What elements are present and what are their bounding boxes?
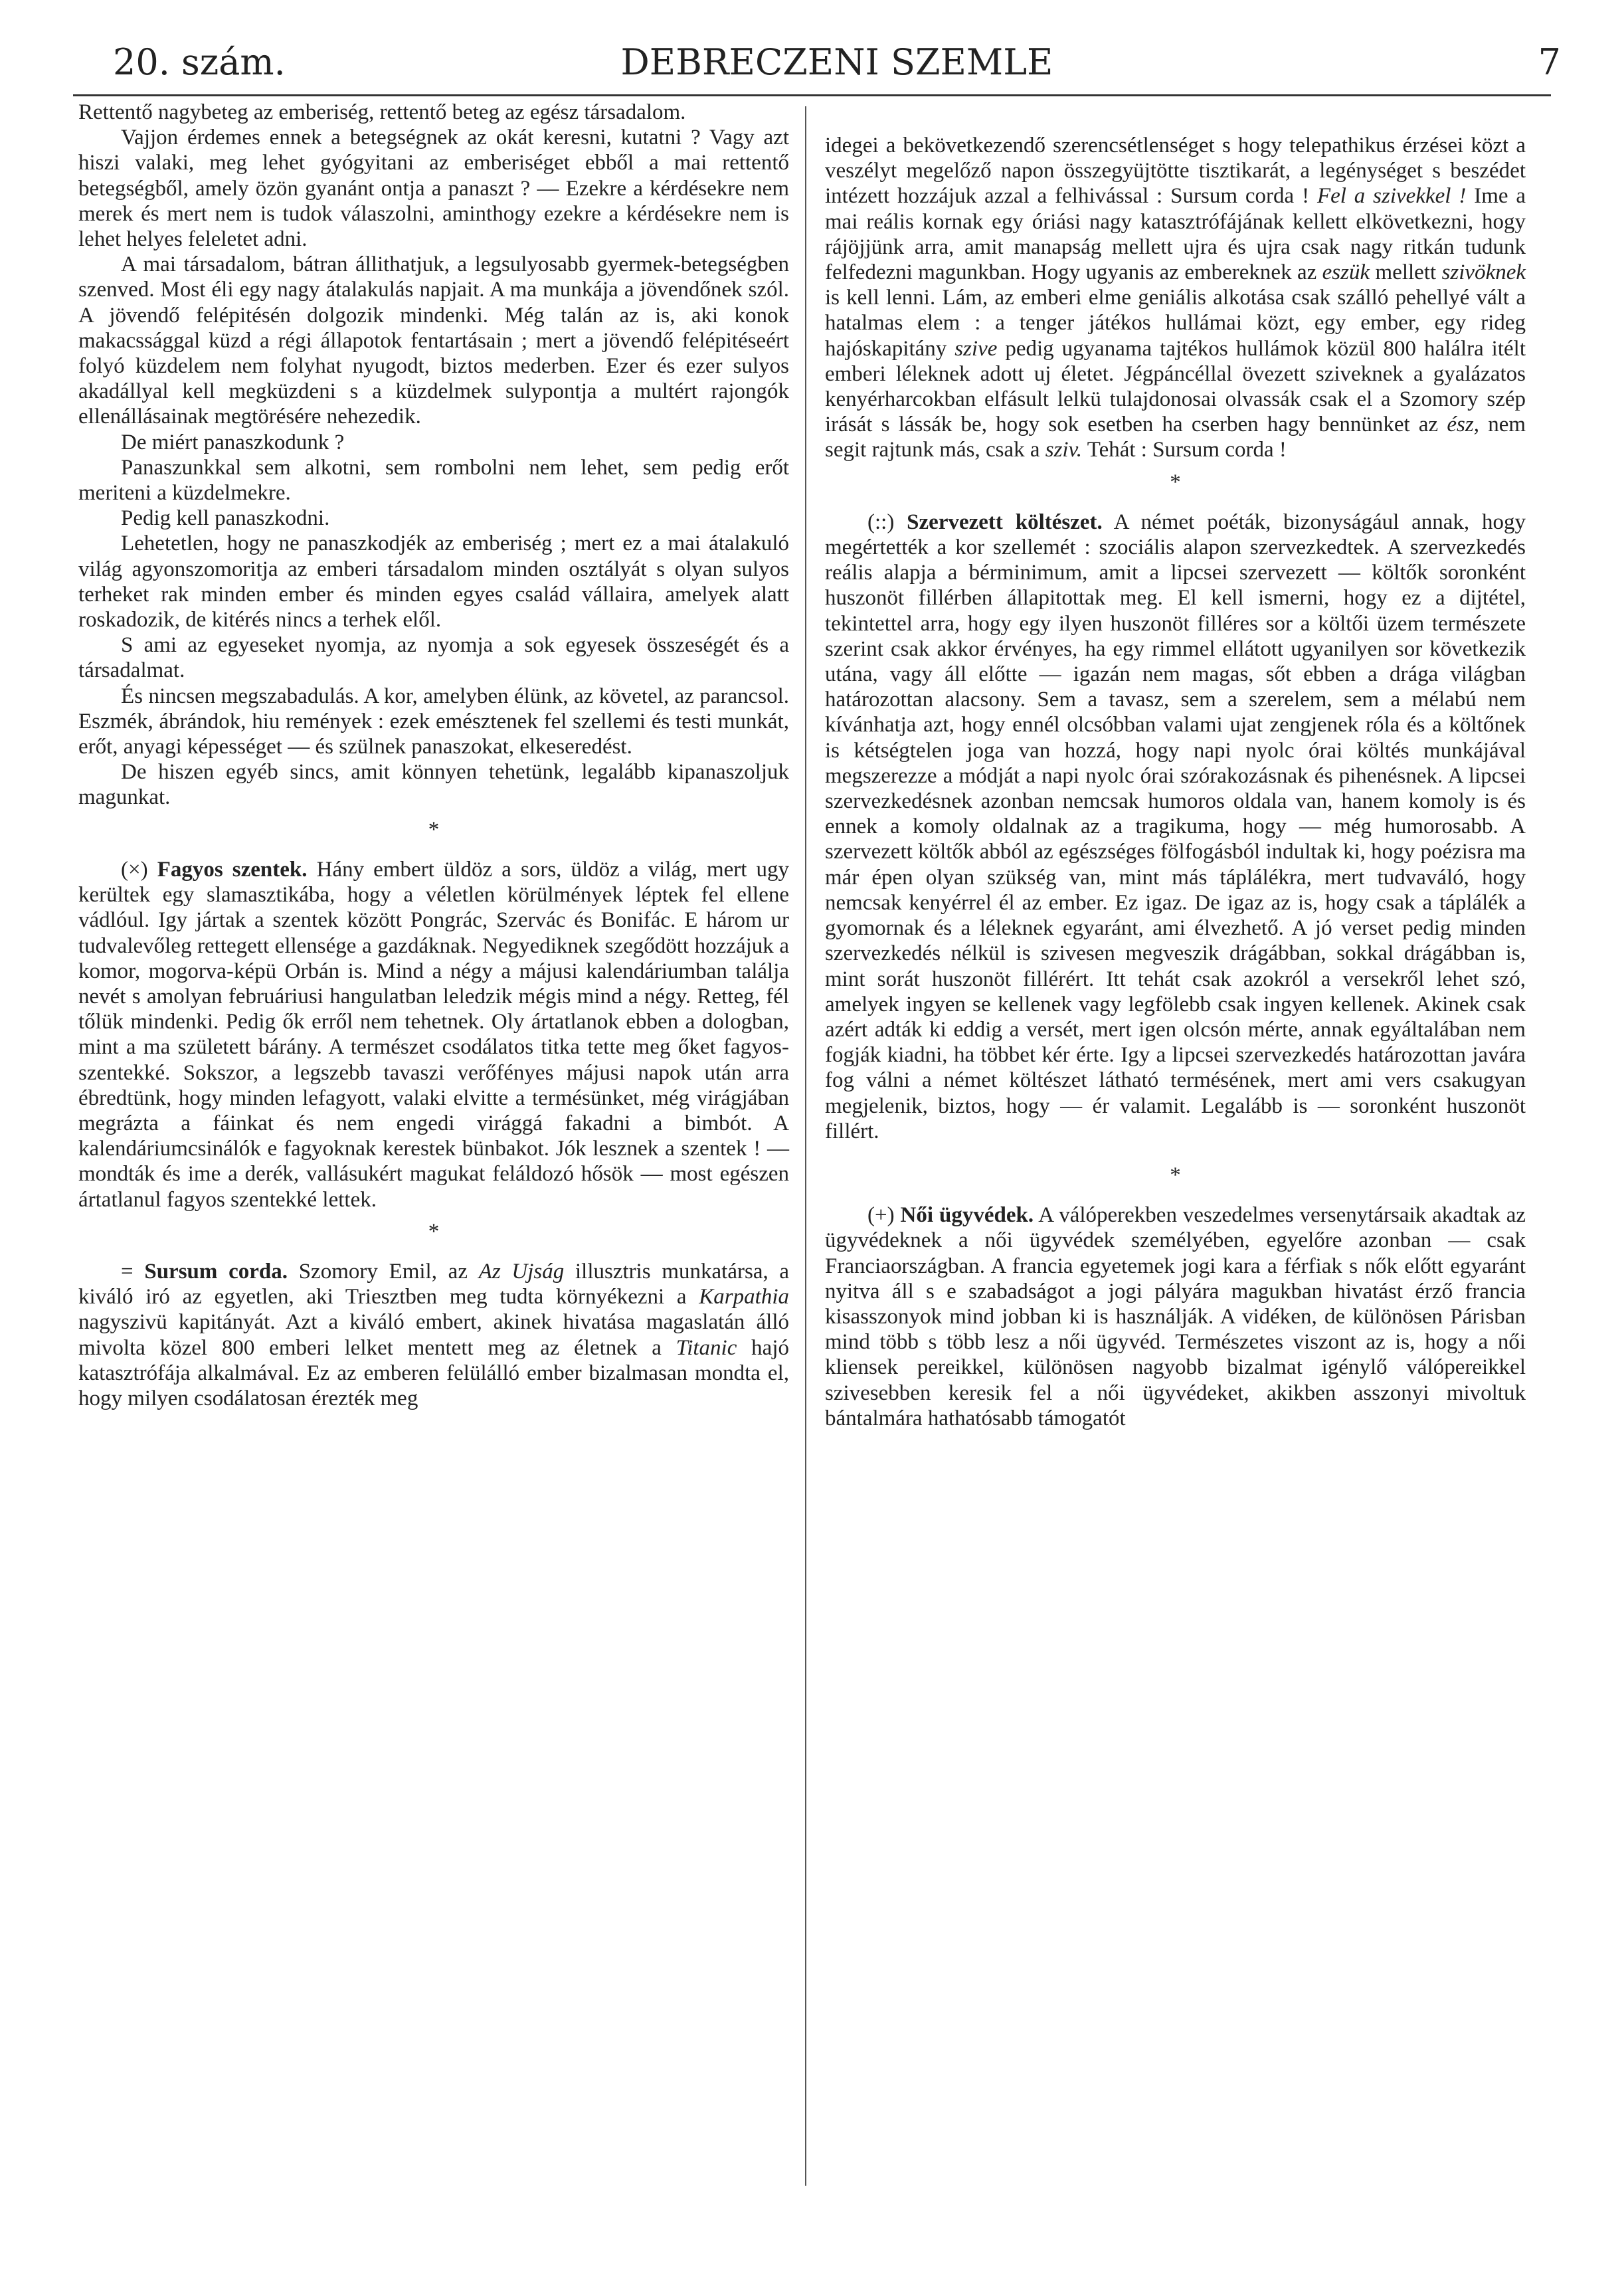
article-body: pedig ugyanama tajtékos hullámok közül 800 halálra itélt emberi léleknek adott uj életet. Jégpáncéllal övezett sziveknek a gyalázatos kenyérharcokban elfásult lelkü tulajdonosai olvassák csak el a Szomory szép irását s lássák be, hogy sok esetben ha cserben hagy bennünket az xyxy=(825,336,1526,437)
intro-paragraph: Panaszunkkal sem alkotni, sem rombolni nem lehet, sem pedig erőt meriteni a küzdelmekre. xyxy=(78,455,789,506)
intro-paragraph: S ami az egyeseket nyomja, az nyomja a sok egyesek összeségét és a társadalmat. xyxy=(78,633,789,683)
article-marker: (+) xyxy=(867,1203,895,1228)
intro-paragraph: Rettentő nagybeteg az emberiség, rettentő beteg az egész társadalom. xyxy=(78,100,686,124)
emphasis: szive xyxy=(954,336,998,361)
intro-paragraph: De hiszen egyéb sincs, amit könnyen tehetünk, legalább kipanaszoljuk magunkat. xyxy=(78,760,789,810)
intro-paragraph: De miért panaszkodunk ? xyxy=(121,430,345,454)
page-header xyxy=(113,41,1561,88)
section-separator: * xyxy=(1170,470,1181,494)
article-body: is kell lenni. Lám, az emberi elme geniális alkotása csak szálló pehellyé vált a hatalmas elem : a tenger játékos hullámai közt, egy ember, egy rideg hajóskapitány xyxy=(825,286,1526,361)
page-number: 7 xyxy=(1538,41,1561,83)
article-title: Szervezett költészet. xyxy=(907,510,1103,534)
right-column xyxy=(825,133,1526,1431)
article-body: Hány embert üldöz a sors, üldöz a világ, mert ugy kerültek egy slamasztikába, hogy a véletlen körülmények léptek fel ellene vádlóul. Igy jártak a szentek között Pongrác, Szervác és Bonifác. E három ur tudvalevőleg rettegett ellensége a gazdáknak. Negyediknek szegődött hozzájuk a komor, mogorva-képü Orbán is. Mind a négy a májusi kalendáriumban találja nevét s amolyan februáriusi hangulatban leledzik mégis mind a négy. Retteg, fél tőlük mindenki. Pedig ők erről nem tehetnek. Oly ártatlanok ebben a dologban, mint a ma született bárány. A természet csodálatos titka tette meg őket fagyos-szentekké. Sokszor, a legszebb tavaszi verőfényes májusi napok után arra ébredtünk, hogy minden lefagyott, valaki elvitte a termésünket, még virágjában megrázta a fáinkat és nem engedi virággá fakadni a bimbót. A kalendáriumcsinálók e fagyoknak kerestek bünbakot. Jók lesznek a szentek ! — mondták és ime a derék, vallásukért magukat feláldozó hősök — most egészen ártatlanul fagyos szentekké lettek. xyxy=(78,857,790,1212)
article-body: nem segit rajtunk más, csak a xyxy=(825,413,1526,462)
issue-number: 20. szám. xyxy=(113,41,286,83)
intro-paragraph: Pedig kell panaszkodni. xyxy=(121,506,330,531)
column-divider xyxy=(805,106,806,2186)
emphasis: Fel a szivekkel ! xyxy=(1316,184,1467,209)
intro-paragraph: A mai társadalom, bátran állithatjuk, a legsulyosabb gyermek-betegségben szenved. Most éli egy nagy átalakulás napjait. A ma munkája a jövendőnek szól. A jövendő felépitésén dolgozik mindenki. Még talán az is, aki konok makacssággal küzd a régi állapotok fentartásain ; mert a jövendő felépitéseért folyó küzdelem nem folyhat nyugodt, biztos mederben. Ezer és ezer sulyos akadállyal kell megküzdeni s a küzdelmek sulypontja a multért rajongók ellenállásainak megtörésére nehezedik. xyxy=(78,252,789,429)
left-column xyxy=(78,100,789,1411)
article-sursum-corda-continued xyxy=(825,133,1526,463)
article-body: Szomory Emil, az xyxy=(298,1259,468,1284)
intro-paragraph: És nincsen megszabadulás. A kor, amelyben élünk, az követel, az parancsol. Eszmék, ábrándok, hiu remények : ezek emésztenek fel szellemi és testi munkát, erőt, anyagi képességet — és szülnek panaszokat, elkeseredést. xyxy=(78,684,789,759)
header-rule xyxy=(73,94,1551,96)
article-title: Női ügyvédek. xyxy=(900,1203,1034,1228)
article-title: Fagyos szentek. xyxy=(157,857,308,882)
emphasis: szivöknek xyxy=(1441,260,1526,285)
journal-title: DEBRECZENI SZEMLE xyxy=(620,41,1053,83)
ship-name: Titanic xyxy=(676,1335,737,1360)
article-body: illusztris munkatársa, a kiváló iró az egyetlen, aki Triesztben meg tudta környékezni a xyxy=(78,1259,790,1309)
article-body: A válóperekben veszedelmes versenytársaik akadtak az ügyvédeknek a női ügyvédek személyében, egyelőre azonban — csak Franciaországban. A francia egyetemek jogi kara a férfiak s nők előtt egyaránt nyitva áll s e szabadságot a jogi pályára magukban hivatást érző francia kisasszonyok mind jobban ki is használják. A vidéken, de különösen Párisban mind több s több lesz a női ügyvéd. Természetes viszont az is, hogy a női kliensek pereikkel, különösen nagyobb bizalmat igénylő válópereikkel szivesebben keresik fel a női ügyvédeket, akikben asszonyi mivoltuk bántalmára hathatósabb támogatót xyxy=(825,1203,1526,1430)
article-body: idegei a bekövetkezendő szerencsétlenséget s hogy telepathikus érzései közt a veszélyt megelőző napon összegyüjtötte tisztikarát, a legénységet s beszédet intézett hozzájuk azzal a felhivással : Sursum corda ! xyxy=(825,134,1526,209)
article-marker: (::) xyxy=(867,510,895,534)
article-marker: (×) xyxy=(121,857,148,882)
article-body: nagyszivü kapitányát. Azt a kiváló embert, akinek hivatása magaslatán álló mivolta közel 800 emberi lelket mentett meg az életnek a xyxy=(78,1310,789,1360)
section-separator: * xyxy=(428,1219,440,1244)
article-body: Ime a mai reális kornak egy óriási nagy katasztrófájának kellett elkövetkezni, hogy rájöjjünk arra, amit manapság mellett ujra és ujra csak nagy ritkán tudunk felfedezni magunkban. Hogy ugyanis az embereknek az xyxy=(825,184,1526,285)
newspaper-name: Az Ujság xyxy=(478,1259,565,1284)
article-body: mellett xyxy=(1375,260,1437,285)
article-body: hajó katasztrófája alkalmával. Ez az emberen felülálló ember bizalmasan mondta el, hogy milyen csodálatosan érezték meg xyxy=(78,1335,789,1410)
article-noi-ugyvedek xyxy=(825,1202,1526,1431)
article-szervezett-kolteszet xyxy=(825,510,1526,1144)
article-fagyos-szentek xyxy=(78,857,789,1212)
section-separator: * xyxy=(428,817,440,842)
emphasis: sziv. xyxy=(1045,438,1083,462)
section-separator: * xyxy=(1170,1163,1181,1187)
article-body: A német poéták, bizonyságául annak, hogy megértették a kor szellemét : szociális alapon szervezkedtek. A szervezkedés reális alapja a bérminimum, amit a lipcsei szervezett — költők soronként huszonöt fillérben állapitottak meg. El kell ismerni, hogy ez a dijtétel, tekintettel arra, hogy egy ilyen huszonöt filléres sor a költői üzem természete szerint csak akkor érvényes, ha egy rimmel ellátott ugyanilyen sor következik utána, vagy áll előtte — igazán nem magas, sőt ebben a drága világban határozottan alacsony. Sem a tavasz, sem a szerelem, sem a mélabú nem kívánhatja azt, hogy ennél olcsóbban valami ujat zengjenek róla és a költőnek is kétségtelen joga van hozzá, hogy napi nyolc órai költés munkájával megszerezze a módját a napi nyolc órai szórakozásnak és pihenésnek. A lipcsei szervezkedésnek azonban nemcsak humoros oldala van, hanem komoly is és ennek a komoly oldalnak az a tragikuma, hogy — még humorosabb. A szervezett költők abból az egészséges fölfogásból indultak ki, hogy poézisra ma már épen olyan szükség van, mint más táplálékra, mert tudvaváló, hogy nemcsak kenyérrel él az ember. Ez igaz. De igaz az is, hogy csak a táplálék a gyomornak és a léleknek egyaránt, ami élvezhető. A jó verset pedig minden szervezkedés nélkül is szivesen megveszik drágábban, sokkal drágábban is, mint sorát huszonöt fillérért. Itt tehát csak azokról a versekről lehet szó, amelyek ingyen se kellenek vagy legfölebb csak ingyen kellenek. Akinek csak azért adták ki eddig a versét, mert igen olcsón mérte, annak egyáltalában nem fogják kiadni, ha többet kér érte. Igy a lipcsei szervezkedés határozottan javára fog válni a német költészet látható termésének, mert ami vers csakugyan megjelenik, biztos, hogy — ér valamit. Legalább is — soronként huszonöt fillért. xyxy=(825,510,1526,1143)
article-body: Tehát : Sursum corda ! xyxy=(1087,438,1287,462)
article-sursum-corda xyxy=(78,1259,789,1411)
intro-paragraph: Vajjon érdemes ennek a betegségnek az okát keresni, kutatni ? Vagy azt hiszi valaki, meg lehet gyógyitani az emberiséget ebből a mai rettentő betegségből, amely özön gyanánt ontja a panaszt ? — Ezekre a kérdésekre nem merek és mert nem is tudok válaszolni, aminthogy ezekre a kérdésekre nem is lehet helyes feleletet adni. xyxy=(78,126,789,252)
intro-paragraph: Lehetetlen, hogy ne panaszkodjék az emberiség ; mert ez a mai átalakuló világ agyonszomoritja az emberi társadalom minden osztályát s olyan sulyos terheket rak minden ember és minden egyes család vállaira, amelyek alatt roskadozik, de kitérés nincs a terhek elől. xyxy=(78,531,789,632)
article-marker: = xyxy=(121,1259,134,1284)
article-title: Sursum corda. xyxy=(144,1259,288,1284)
ship-name: Karpathia xyxy=(699,1285,789,1309)
emphasis: eszük xyxy=(1322,260,1370,285)
emphasis: ész, xyxy=(1447,413,1479,437)
